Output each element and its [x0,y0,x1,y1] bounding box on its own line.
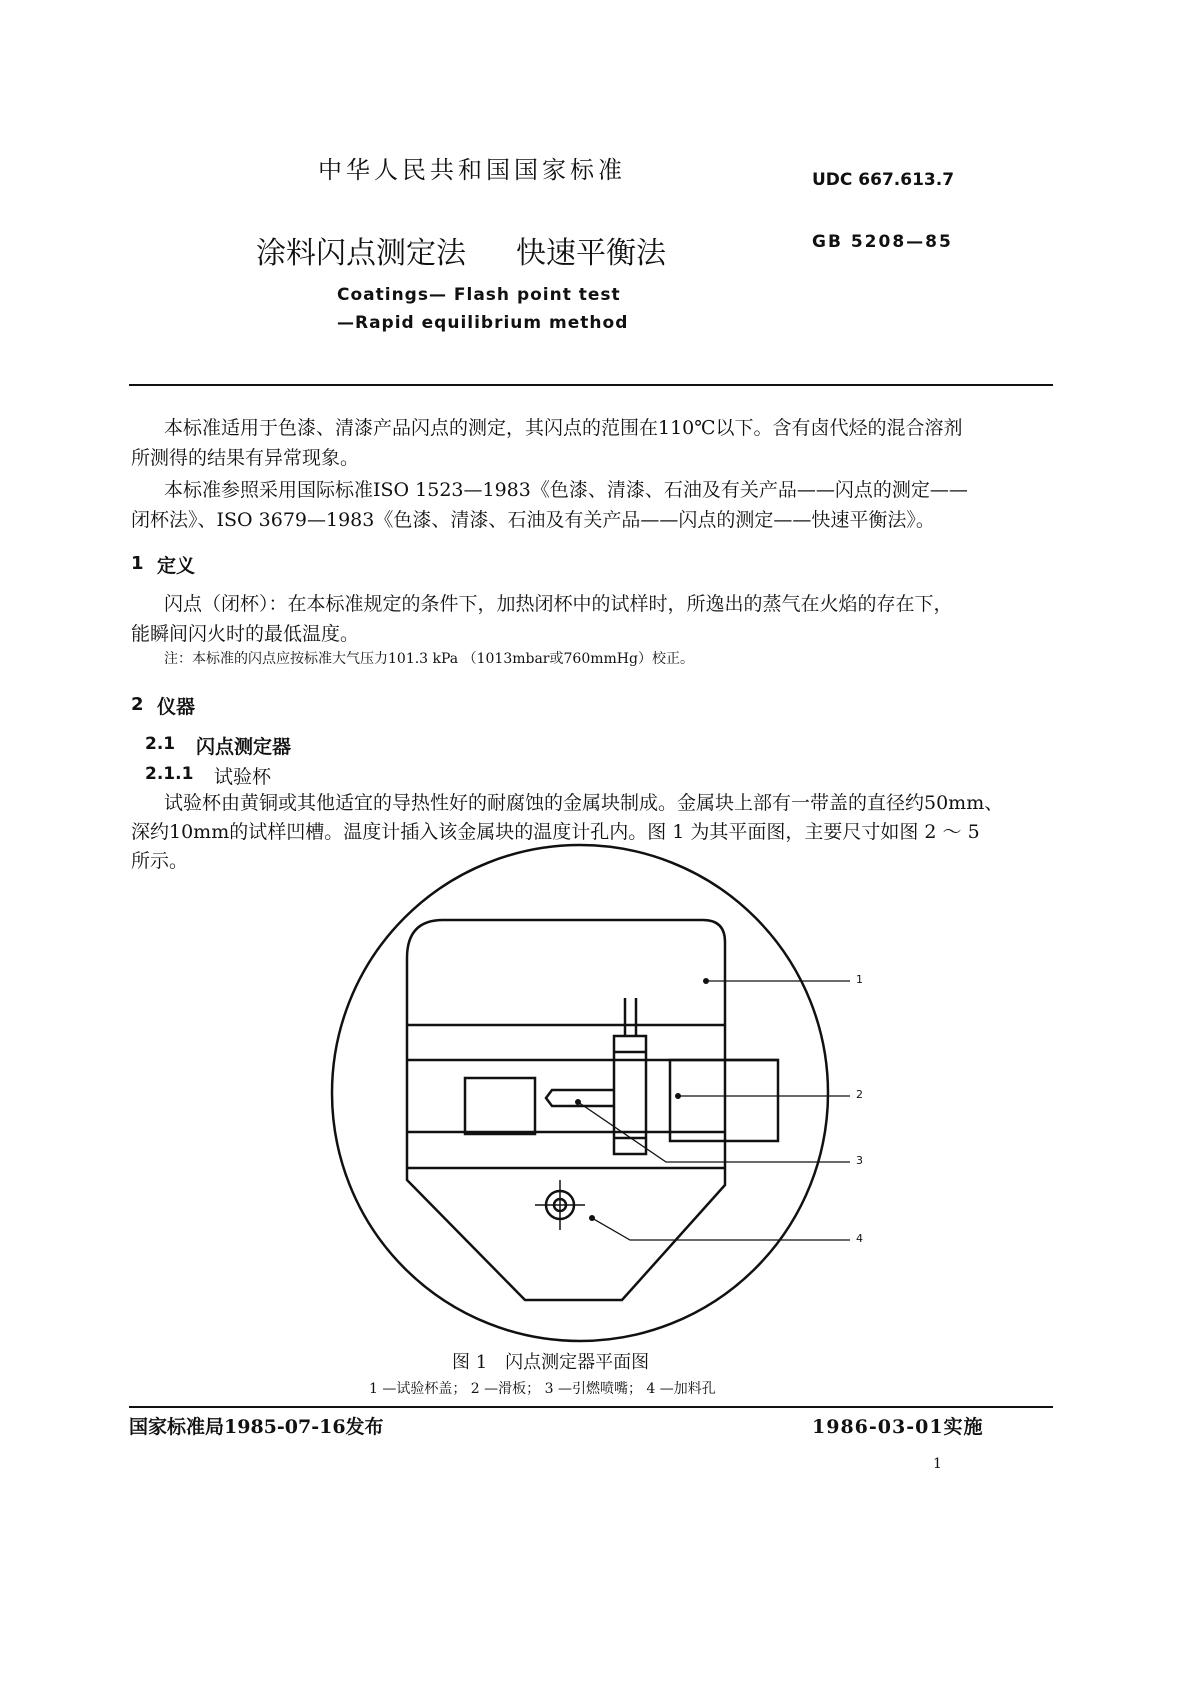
section2-1-number: 2.1 [145,734,176,754]
window-rect [465,1078,535,1134]
section1-number: 1 [131,553,144,574]
section2-text-line2: 深约10mm的试样凹槽。温度计插入该金属块的温度计孔内。图 1 为其平面图，主要尺寸如图 2 ～ 5 [131,821,980,843]
intro-p2-line1: 本标准参照采用国际标准ISO 1523—1983《色漆、清漆、石油及有关产品——闪点的测定—— [164,479,968,501]
figure-label-4: 4 [856,1232,863,1245]
figure-label-1: 1 [856,973,863,986]
issued-date: 国家标准局1985-07-16发布 [129,1416,384,1438]
title-en-line2: —Rapid equilibrium method [337,313,629,333]
section1-text-line1: 闪点（闭杯）：在本标准规定的条件下，加热闭杯中的试样时，所逸出的蒸气在火焰的存在下， [164,593,953,615]
section2-1-1-title: 试验杯 [214,766,272,788]
intro-p1-line2: 所测得的结果有异常现象。 [131,447,360,469]
effective-date: 1986-03-01实施 [812,1416,984,1438]
section2-number: 2 [131,694,144,715]
section1-note: 注：本标准的闪点应按标准大气压力101.3 kPa （1013mbar或760mmHg）校正。 [164,651,694,667]
figure-label-2: 2 [856,1088,863,1101]
standard-number: GB 5208—85 [812,232,953,252]
figure-caption: 图 1 闪点测定器平面图 [452,1352,650,1373]
section2-text-line1: 试验杯由黄铜或其他适宜的导热性好的耐腐蚀的金属块制成。金属块上部有一带盖的直径约50mm、 [164,792,1004,814]
title-cn-part2: 快速平衡法 [516,236,666,271]
section2-1-title: 闪点测定器 [196,736,292,758]
section2-1-1-number: 2.1.1 [145,764,194,784]
intro-p1-line1: 本标准适用于色漆、清漆产品闪点的测定，其闪点的范围在110℃以下。含有卤代烃的混合溶剂 [164,417,963,439]
figure-legend: 1 —试验杯盖； 2 —滑板； 3 —引燃喷嘴； 4 —加料孔 [369,1381,716,1397]
title-en-line1: Coatings— Flash point test [337,285,621,305]
footer-divider [129,1406,1053,1408]
leader-4 [592,1218,850,1240]
page-number: 1 [933,1456,942,1472]
section1-text-line2: 能瞬间闪火时的最低温度。 [131,623,360,645]
section2-text-line3: 所示。 [131,850,189,872]
intro-p2-line2: 闭杯法》、ISO 3679—1983《色漆、清漆、石油及有关产品——闪点的测定——快速平衡法》。 [131,509,935,531]
udc-code: UDC 667.613.7 [812,170,955,190]
section1-title: 定义 [157,555,196,577]
title-cn-part1: 涂料闪点测定法 [256,236,466,271]
org-title: 中华人民共和国国家标准 [318,156,626,184]
section2-title: 仪器 [157,696,196,718]
cup-lid-outline [407,920,725,1300]
nozzle-housing [614,1036,646,1154]
figure-label-3: 3 [856,1154,863,1167]
